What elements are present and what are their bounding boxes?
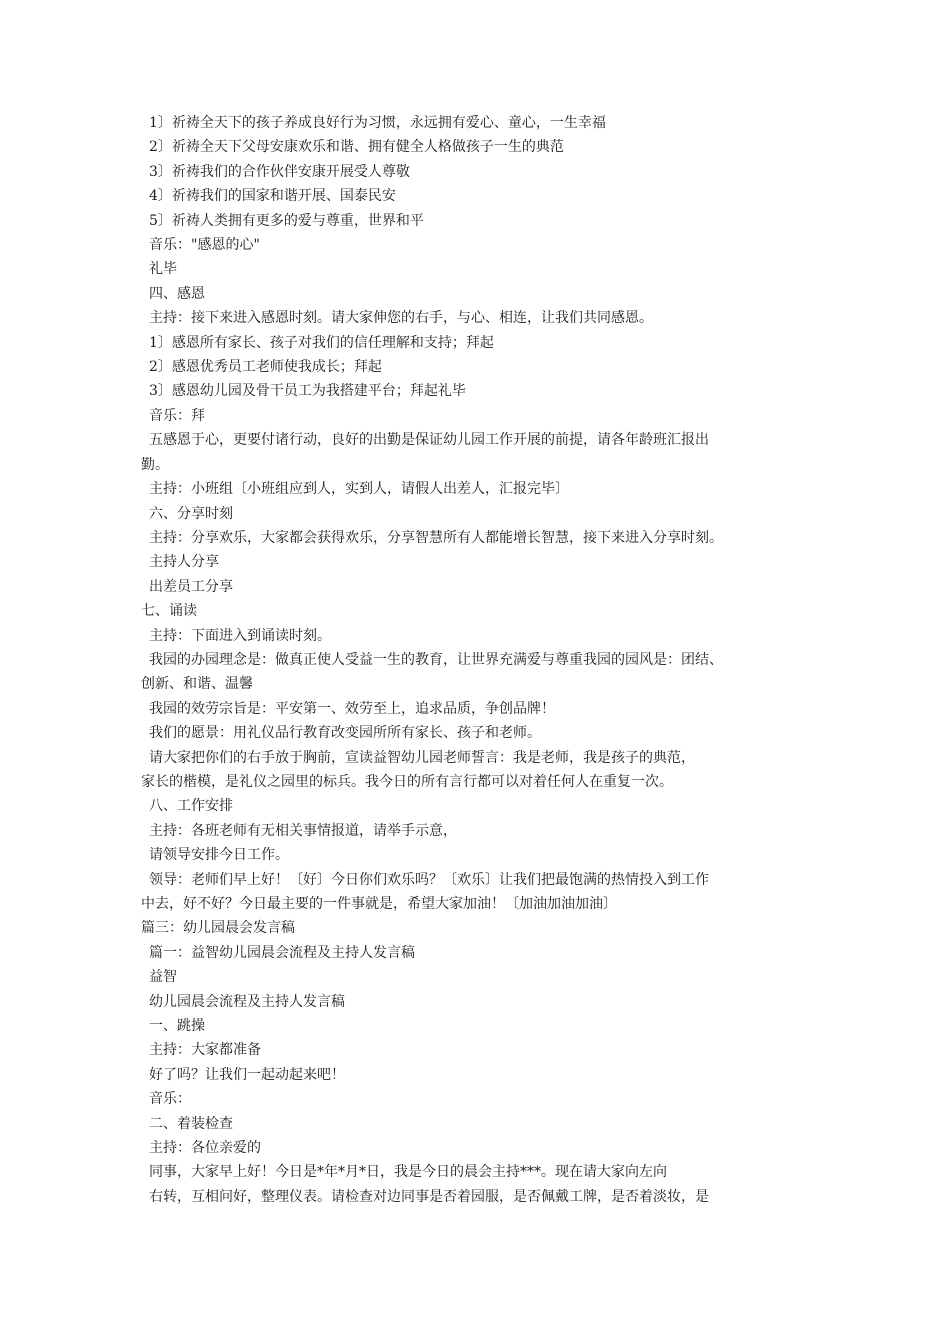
text-line: 七、诵读 [141,603,197,620]
text-line: 3〕感恩幼儿园及骨干员工为我搭建平台；拜起礼毕 [149,383,466,400]
text-line: 右转，互相问好，整理仪表。请检查对边同事是否着园服，是否佩戴工牌，是否着淡妆，是 [149,1188,709,1205]
text-line: 主持：各位亲爱的 [149,1140,261,1157]
text-line: 创新、和谐、温馨 [141,676,253,693]
text-line: 2〕感恩优秀员工老师使我成长；拜起 [149,359,382,376]
text-line: 我园的办园理念是：做真正使人受益一生的教育，让世界充满爱与尊重我园的园风是：团结、 [149,651,723,668]
text-line: 同事，大家早上好！今日是*年*月*日，我是今日的晨会主持***。现在请大家向左向 [149,1164,667,1181]
text-line: 篇三：幼儿园晨会发言稿 [141,920,295,937]
text-line: 音乐： [149,1091,191,1108]
text-line: 八、工作安排 [149,798,233,815]
text-line: 领导：老师们早上好！〔好〕今日你们欢乐吗？〔欢乐〕让我们把最饱满的热情投入到工作 [149,871,709,888]
text-line: 四、感恩 [149,285,205,302]
document-body [141,111,811,1209]
text-line: 五感恩于心，更要付诸行动，良好的出勤是保证幼儿园工作开展的前提，请各年龄班汇报出 [149,432,709,449]
text-line: 主持：分享欢乐，大家都会获得欢乐，分享智慧所有人都能增长智慧，接下来进入分享时刻。 [149,529,723,546]
text-line: 音乐："感恩的心" [149,237,260,254]
text-line: 4〕祈祷我们的国家和谐开展、国泰民安 [149,188,396,205]
text-line: 益智 [149,969,177,986]
text-line: 我园的效劳宗旨是：平安第一、效劳至上，追求品质，争创品牌！ [149,700,555,717]
text-line: 幼儿园晨会流程及主持人发言稿 [149,993,345,1010]
text-line: 1〕祈祷全天下的孩子养成良好行为习惯，永远拥有爱心、童心，一生幸福 [149,115,606,131]
text-line: 篇一：益智幼儿园晨会流程及主持人发言稿 [149,944,415,961]
text-line: 好了吗？让我们一起动起来吧！ [149,1066,345,1083]
text-line: 3〕祈祷我们的合作伙伴安康开展受人尊敬 [149,163,410,180]
text-line: 礼毕 [149,261,177,278]
text-line: 主持：各班老师有无相关事情报道，请举手示意， [149,822,457,839]
text-line: 二、着装检查 [149,1115,233,1132]
text-line: 主持：大家都准备 [149,1042,261,1059]
text-line: 一、跳操 [149,1018,205,1035]
text-line: 1〕感恩所有家长、孩子对我们的信任理解和支持；拜起 [149,334,494,351]
text-line: 勤。 [141,456,169,473]
text-line: 六、分享时刻 [149,505,233,522]
text-line: 5〕祈祷人类拥有更多的爱与尊重，世界和平 [149,212,424,229]
text-line: 音乐：拜 [149,407,205,424]
text-line: 出差员工分享 [149,578,233,595]
text-line: 请领导安排今日工作。 [149,847,289,864]
text-line: 主持人分享 [149,554,219,571]
text-line: 主持：下面进入到诵读时刻。 [149,627,331,644]
text-line: 主持：接下来进入感恩时刻。请大家伸您的右手，与心、相连，让我们共同感恩。 [149,310,653,327]
text-line: 请大家把你们的右手放于胸前，宣读益智幼儿园老师誓言：我是老师，我是孩子的典范， [149,749,695,766]
text-line: 主持：小班组〔小班组应到人，实到人，请假人出差人，汇报完毕〕 [149,481,569,498]
text-line: 家长的楷模，是礼仪之园里的标兵。我今日的所有言行都可以对着任何人在重复一次。 [141,773,673,790]
text-line: 2〕祈祷全天下父母安康欢乐和谐、拥有健全人格做孩子一生的典范 [149,139,564,156]
text-line: 我们的愿景：用礼仪品行教育改变园所所有家长、孩子和老师。 [149,725,541,742]
text-line: 中去，好不好？今日最主要的一件事就是，希望大家加油！〔加油加油加油〕 [141,896,617,912]
